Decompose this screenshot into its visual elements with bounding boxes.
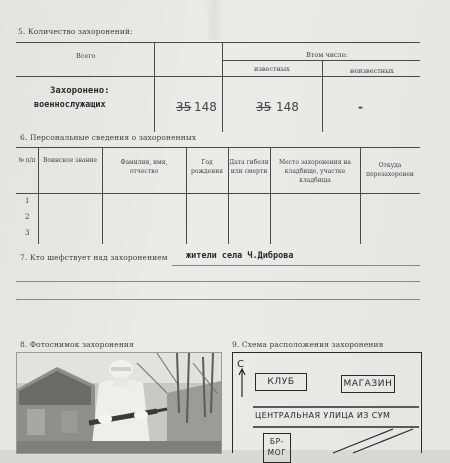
known-crossed-value: 35	[256, 100, 272, 114]
table6-header-rank: Воинское звание	[43, 157, 97, 164]
buried-label-1: Захоронено:	[50, 86, 110, 96]
table6-row-number: 1	[25, 197, 30, 205]
section8-title: 8. Фотоснимок захоронения	[20, 340, 134, 349]
table6-divider	[270, 147, 271, 244]
table6-row-number: 2	[25, 213, 30, 221]
shop-box: МАГАЗИН	[341, 375, 395, 393]
memorial-box-line2: МОГ	[267, 448, 287, 457]
north-letter: С	[237, 359, 244, 370]
street-lines	[233, 401, 421, 453]
table5-divider	[154, 42, 155, 132]
table5-header-bottom-line	[16, 76, 420, 77]
paper-fold	[205, 0, 223, 40]
table5-header-including: Втом числе:	[306, 51, 348, 59]
table6-header-burial-place: Место захоронения на кладбище, участке кладбища	[278, 159, 351, 184]
known-value: 148	[276, 100, 299, 114]
table6-divider	[102, 147, 103, 244]
section6-title: 6. Персональные сведения о захороненных	[20, 133, 197, 142]
table6-divider	[38, 147, 39, 244]
table5-header-known: известных	[254, 65, 290, 73]
table6-header-name: Фамилия, имя, отчество	[120, 159, 168, 175]
section7-line	[16, 281, 420, 282]
table5-header-unknown: неизвестных	[350, 67, 394, 75]
unknown-value: -	[358, 100, 363, 114]
street-label: ЦЕНТРАЛЬНАЯ УЛИЦА ИЗ СУМ	[255, 411, 391, 420]
table5-header-total: Всего	[76, 52, 96, 60]
memorial-box	[263, 433, 291, 463]
table5-subheader-line	[222, 60, 420, 61]
section7-line	[172, 265, 420, 266]
burial-location-scheme	[232, 352, 422, 457]
burial-photo	[16, 352, 222, 454]
monument-photo-image	[17, 353, 221, 453]
buried-label-2: военнослужащих	[34, 100, 106, 110]
table6-header-death-date: Дата гибели или смерти	[229, 159, 269, 175]
table5-top-line	[16, 42, 420, 43]
table6-header-birth-year: Год рождения	[190, 159, 223, 175]
table6-header-reburied-from: Откуда перезахоронен	[366, 162, 414, 178]
memorial-box-line1: БР-	[269, 437, 285, 446]
section5-title: 5. Количество захоронений:	[18, 27, 133, 36]
section7-label: 7. Кто шефствует над захоронением	[20, 253, 168, 262]
section7-line	[16, 299, 420, 300]
club-box: КЛУБ	[255, 373, 307, 391]
north-arrow-icon	[239, 369, 245, 397]
patron-value: жители села Ч.Диброва	[186, 251, 294, 261]
total-crossed-value: 35	[176, 100, 192, 114]
total-value: 148	[194, 100, 217, 114]
table5-divider	[222, 42, 223, 132]
table6-header-number: № п/п	[18, 157, 36, 164]
section9-title: 9. Схема расположения захоронения	[232, 340, 384, 349]
table6-divider	[360, 147, 361, 244]
table6-row-number: 3	[25, 229, 30, 237]
table6-divider	[186, 147, 187, 244]
table5-divider	[322, 60, 323, 132]
